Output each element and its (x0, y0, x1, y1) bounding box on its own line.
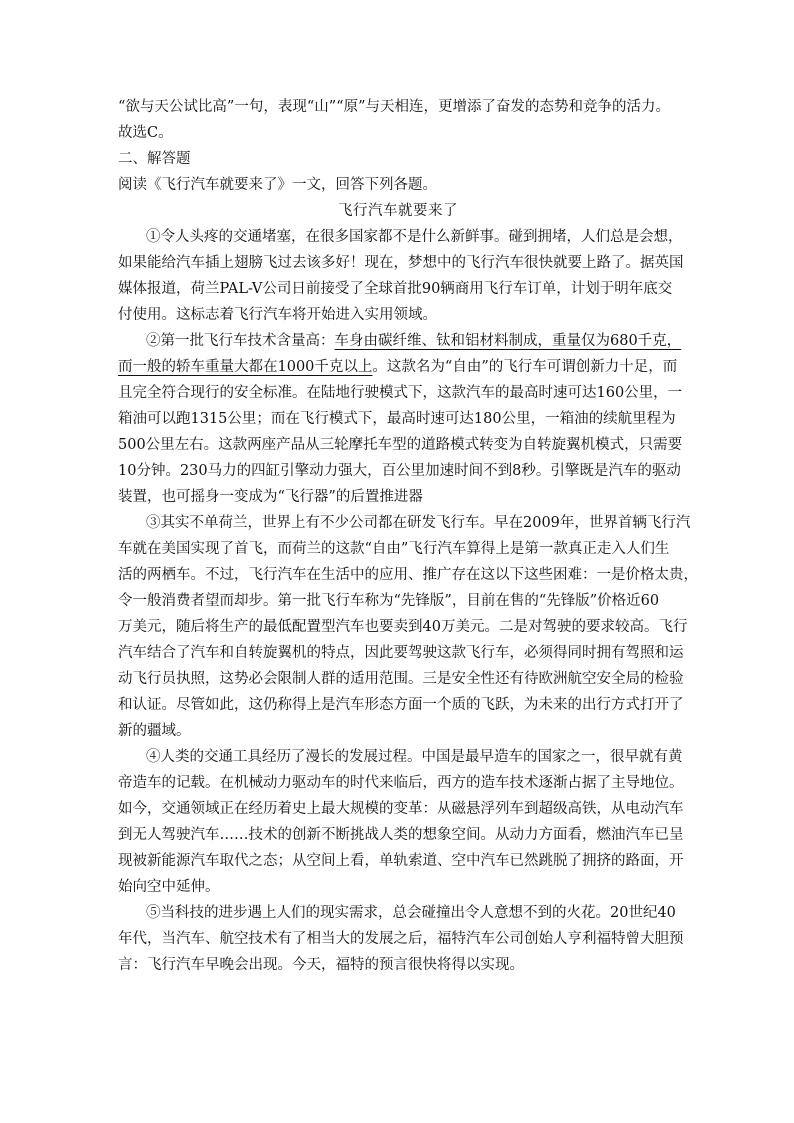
paragraph-line: 新的疆域。 (118, 723, 191, 739)
paragraph-3 (118, 510, 698, 744)
paragraph-line: 汽车结合了汽车和自转旋翼机的特点，因此要驾驶这款飞行车，必须得同时拥有驾照和运 (118, 645, 684, 661)
paragraph-4 (118, 744, 684, 900)
section-heading: 二、解答题 (118, 151, 191, 167)
paragraph-line: 媒体报道，荷兰PAL-V公司日前接受了全球首批90辆商用飞行车订单，计划于明年底交 (118, 281, 673, 297)
paragraph-line: 车就在美国实现了首飞，而荷兰的这款“自由”飞行汽车算得上是第一款真正走入人们生 (118, 541, 670, 557)
paragraph-line: 如今，交通领域正在经历着史上最大规模的变革：从磁悬浮列车到超级高铁，从电动汽车 (118, 801, 684, 817)
paragraph-2 (118, 328, 683, 510)
reading-instruction: 阅读《飞行汽车就要来了》一文，回答下列各题。 (118, 177, 437, 193)
underlined-text: 而一般的轿车重量大都在1000千克以上 (118, 359, 373, 375)
paragraph-line: 动飞行员执照，这势必会限制人群的适用范围。三是安全性还有待欧洲航空安全局的检验 (118, 671, 684, 687)
paragraph-line: 到无人驾驶汽车……技术的创新不断挑战人类的想象空间。从动力方面看，燃油汽车已呈 (118, 827, 684, 843)
paragraph-line: 言：飞行汽车早晚会出现。今天，福特的预言很快将得以实现。 (118, 957, 524, 973)
paragraph-line (118, 354, 678, 380)
paragraph-line: 箱油可以跑1315公里；而在飞行模式下，最高时速可达180公里，一箱油的续航里程为 (118, 411, 676, 427)
paragraph-line: 10分钟。230马力的四缸引擎动力强大，百公里加速时间不到8秒。引擎既是汽车的驱动 (118, 463, 681, 479)
paragraph-text: 。这款名为“自由”的飞行车可谓创新力十足，而 (372, 359, 678, 375)
paragraph-text: ②第一批飞行车技术含量高： (146, 333, 335, 349)
paragraph-line: 令一般消费者望而却步。第一批飞行车称为“先锋版”，目前在售的“先锋版”价格近60 (118, 593, 660, 609)
paragraph-line: 和认证。尽管如此，这仍称得上是汽车形态方面一个质的飞跃，为未来的出行方式打开了 (118, 697, 684, 713)
paragraph-line: 500公里左右。这款两座产品从三轮摩托车型的道路模式转变为自转旋翼机模式，只需要 (118, 437, 683, 453)
paragraph-line: 帝造车的记载。在机械动力驱动车的时代来临后，西方的造车技术逐渐占据了主导地位。 (118, 775, 684, 791)
paragraph-line: ①令人头疼的交通堵塞，在很多国家都不是什么新鲜事。碰到拥堵，人们总是会想， (146, 229, 683, 245)
paragraph-line: ③其实不单荷兰，世界上有不少公司都在研发飞行车。早在2009年，世界首辆飞行汽 (146, 515, 691, 531)
paragraph-line: 始向空中延伸。 (118, 879, 220, 895)
paragraph-line: 活的两栖车。不过，飞行汽车在生活中的应用、推广存在这以下这些困难：一是价格太贵， (118, 567, 698, 583)
paragraph-line (118, 328, 682, 354)
paragraph-line: 且完全符合现行的安全标准。在陆地行驶模式下，这款汽车的最高时速可达160公里，一 (118, 385, 683, 401)
previous-answer-line-2: 故选C。 (118, 125, 173, 141)
paragraph-1 (118, 224, 684, 328)
previous-answer-line-1: “欲与天公试比高”一句，表现“山”“原”与天相连，更增添了奋发的态势和竞争的活力。 (118, 99, 670, 115)
paragraph-line: 万美元，随后将生产的最低配置型汽车也要卖到40万美元。二是对驾驶的要求较高。飞行 (118, 619, 688, 635)
paragraph-line: 如果能给汽车插上翅膀飞过去该多好！现在，梦想中的飞行汽车很快就要上路了。据英国 (118, 255, 684, 271)
paragraph-line: 年代，当汽车、航空技术有了相当大的发展之后，福特汽车公司创始人亨利福特曾大胆预 (118, 931, 684, 947)
document-page (118, 94, 698, 978)
paragraph-line: 现被新能源汽车取代之态；从空间上看，单轨索道、空中汽车已然跳脱了拥挤的路面，开 (118, 853, 684, 869)
paragraph-line: ⑤当科技的进步遇上人们的现实需求，总会碰撞出令人意想不到的火花。20世纪40 (146, 905, 676, 921)
paragraph-line: ④人类的交通工具经历了漫长的发展过程。中国是最早造车的国家之一，很早就有黄 (146, 749, 683, 765)
paragraph-line: 装置，也可摇身一变成为“飞行器”的后置推进器 (118, 489, 423, 505)
paragraph-5 (118, 900, 684, 978)
underlined-text: 车身由碳纤维、钛和铝材料制成，重量仅为680千克， (334, 333, 682, 349)
paragraph-line: 付使用。这标志着飞行汽车将开始进入实用领域。 (118, 307, 437, 323)
article-title: 飞行汽车就要来了 (338, 203, 458, 219)
